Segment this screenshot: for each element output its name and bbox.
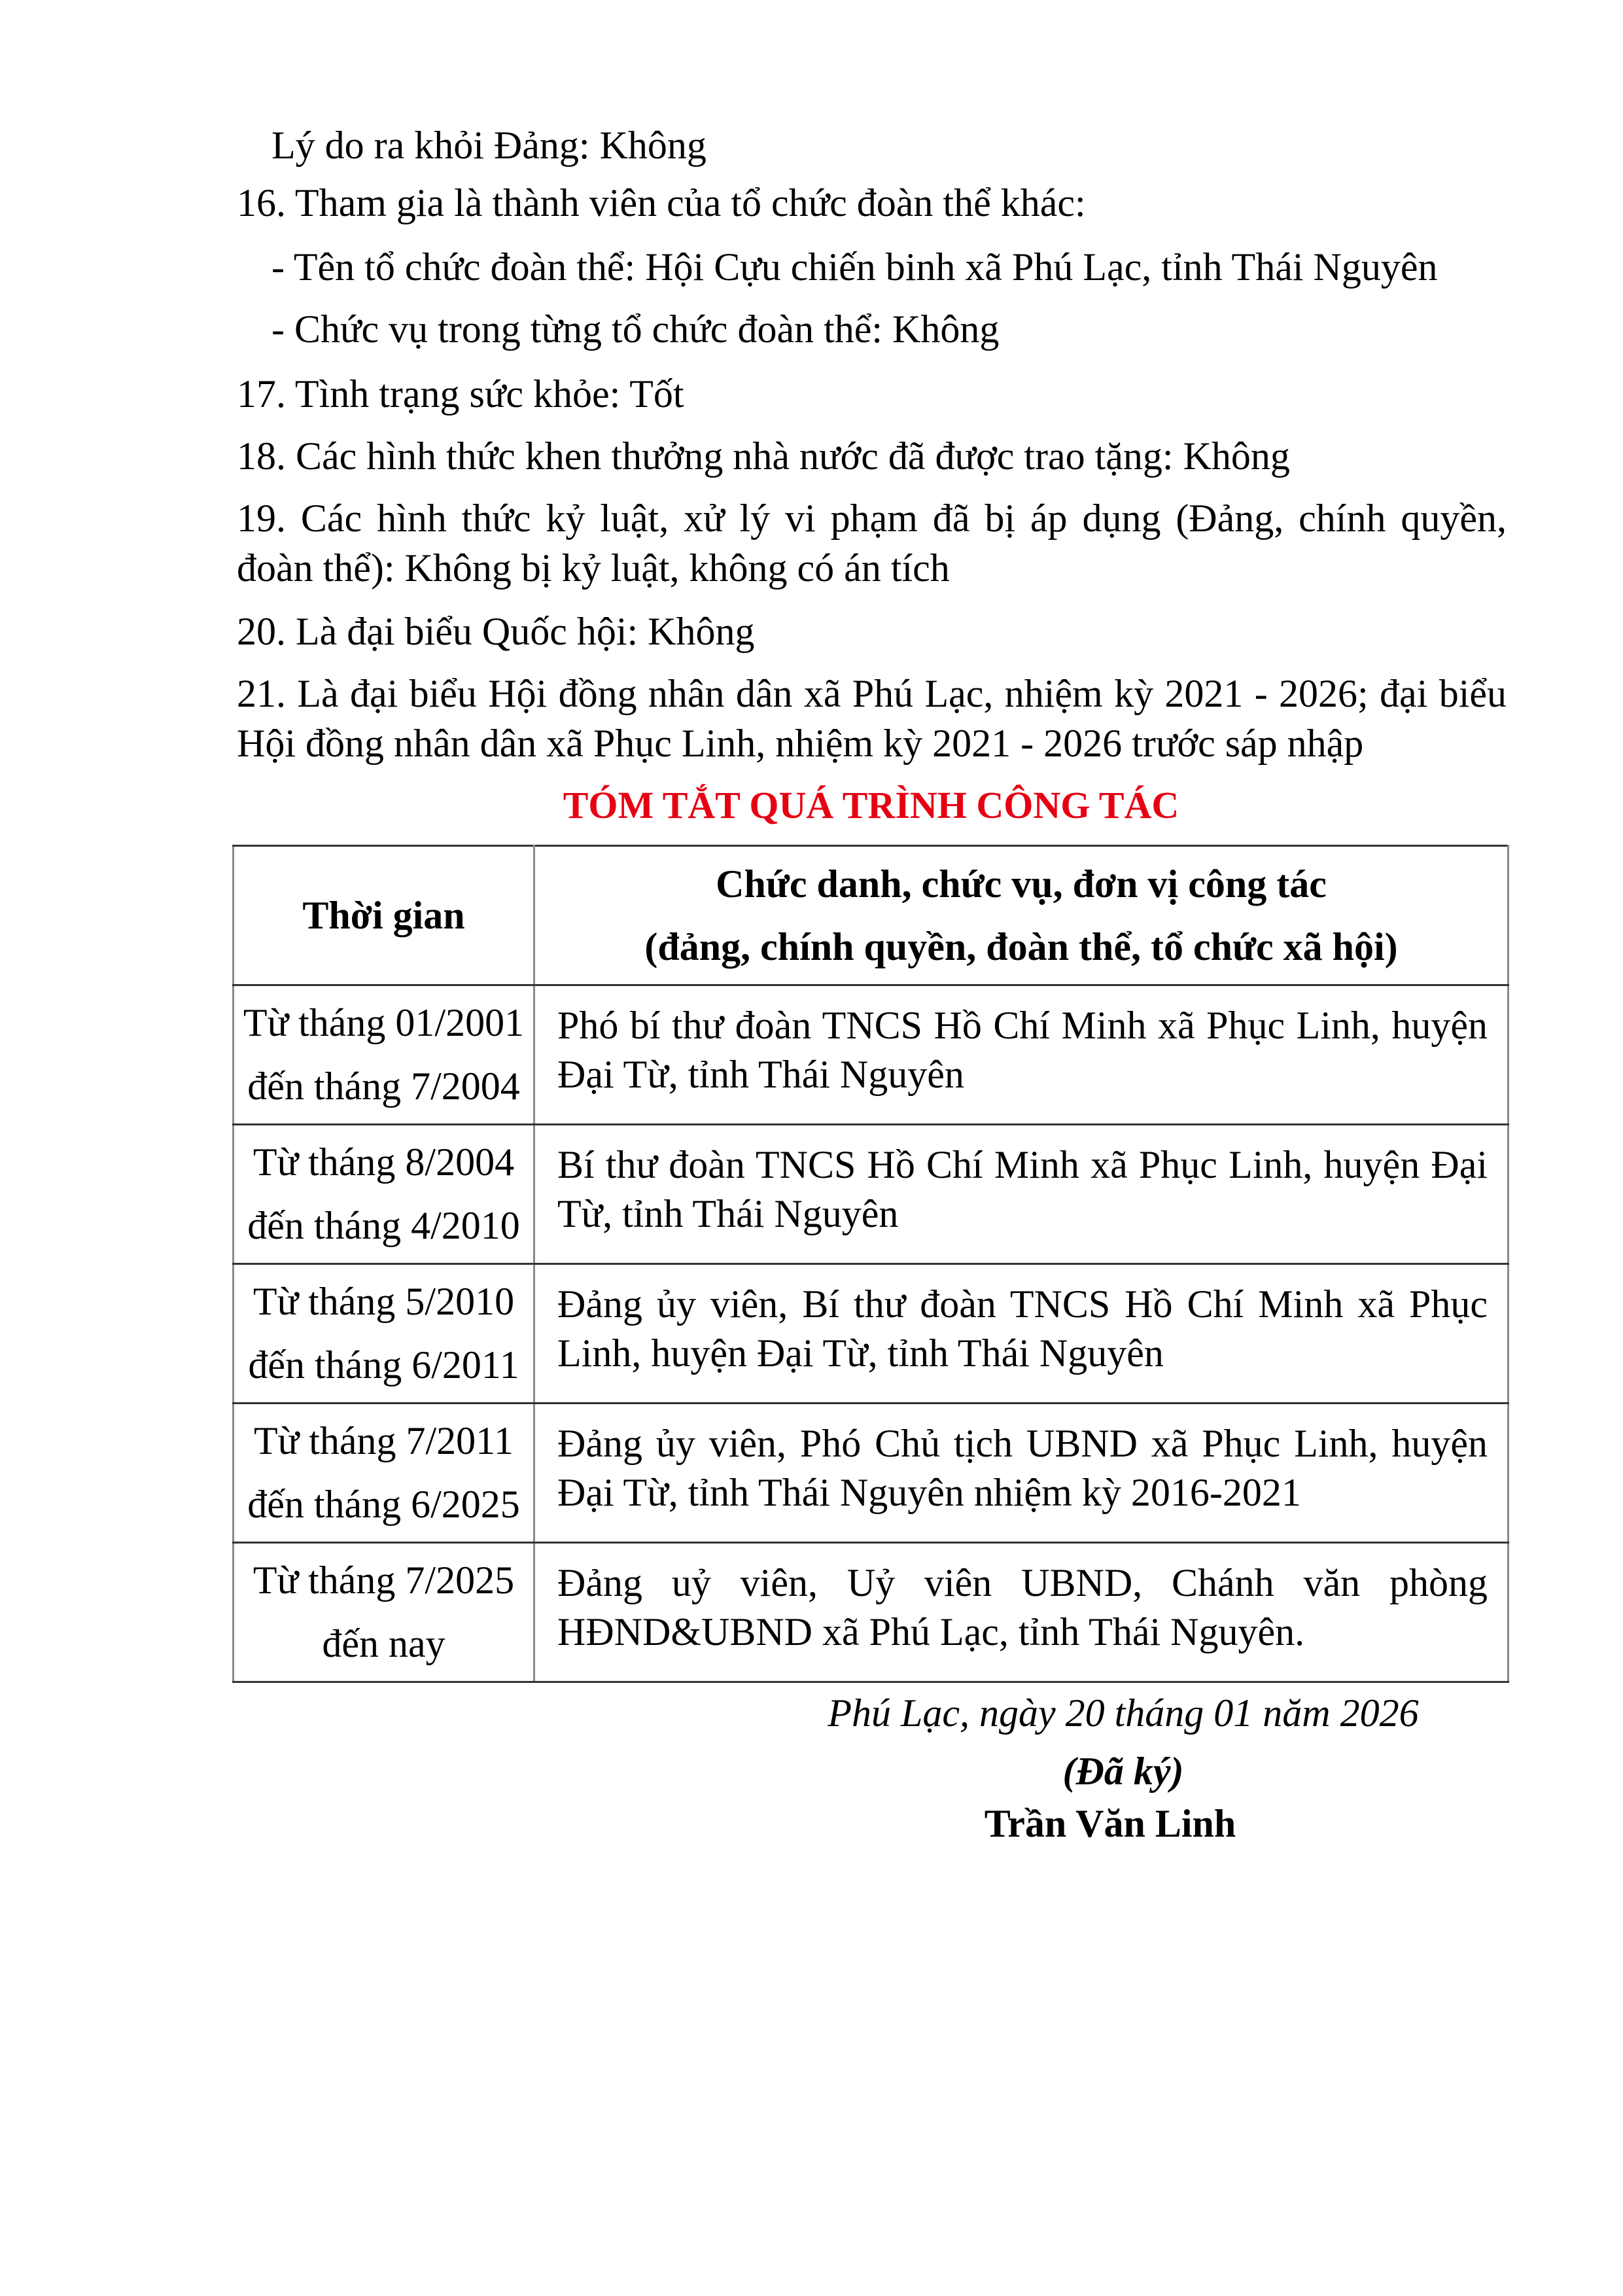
header-time	[234, 846, 534, 985]
time-to: đến tháng 4/2010	[247, 1204, 520, 1247]
table-row	[234, 1125, 1509, 1264]
position-cell	[534, 1264, 1509, 1404]
position-text: Bí thư đoàn TNCS Hồ Chí Minh xã Phục Linh, huyện Đại Từ, tỉnh Thái Nguyên	[557, 1143, 1488, 1235]
section-title: TÓM TẮT QUÁ TRÌNH CÔNG TÁC	[563, 784, 1179, 826]
time-to: đến tháng 6/2025	[247, 1483, 520, 1526]
item-19-discipline: 19. Các hình thức kỷ luật, xử lý vi phạm đã bị áp dụng (Đảng, chính quyền, đoàn thể): Không bị kỷ luật, không có án tích	[237, 497, 1507, 590]
time-cell	[234, 1543, 534, 1682]
time-from: Từ tháng 5/2010	[253, 1280, 515, 1323]
position-text: Đảng uỷ viên, Uỷ viên UBND, Chánh văn phòng HĐND&UBND xã Phú Lạc, tỉnh Thái Nguyên.	[557, 1561, 1488, 1653]
table-row	[234, 1543, 1509, 1682]
signature-place-date: Phú Lạc, ngày 20 tháng 01 năm 2026	[828, 1691, 1419, 1735]
time-to: đến tháng 7/2004	[247, 1065, 520, 1108]
position-cell	[534, 1543, 1509, 1682]
table-row	[234, 1264, 1509, 1404]
item-16-other-organizations: 16. Tham gia là thành viên của tổ chức đoàn thể khác:	[237, 181, 1086, 224]
time-from: Từ tháng 01/2001	[243, 1001, 525, 1044]
item-20-national-assembly: 20. Là đại biểu Quốc hội: Không	[237, 610, 755, 653]
time-cell	[234, 1125, 534, 1264]
header-time-label: Thời gian	[302, 894, 465, 937]
item-21-peoples-council: 21. Là đại biểu Hội đồng nhân dân xã Phú Lạc, nhiệm kỳ 2021 - 2026; đại biểu Hội đồng nhân dân xã Phục Linh, nhiệm kỳ 2021 - 2026 trước sáp nhập	[237, 672, 1507, 765]
position-text: Đảng ủy viên, Bí thư đoàn TNCS Hồ Chí Minh xã Phục Linh, huyện Đại Từ, tỉnh Thái Nguyên	[557, 1282, 1488, 1375]
item-16-organization-name: - Tên tổ chức đoàn thể: Hội Cựu chiến binh xã Phú Lạc, tỉnh Thái Nguyên	[271, 245, 1438, 289]
header-position-line2: (đảng, chính quyền, đoàn thể, tổ chức xã hội)	[644, 925, 1398, 968]
header-position	[534, 846, 1509, 985]
work-history-table	[232, 845, 1509, 1683]
time-cell	[234, 985, 534, 1125]
position-cell	[534, 985, 1509, 1125]
position-cell	[534, 1125, 1509, 1264]
position-text: Phó bí thư đoàn TNCS Hồ Chí Minh xã Phục Linh, huyện Đại Từ, tỉnh Thái Nguyên	[557, 1004, 1488, 1096]
party-exit-reason: Lý do ra khỏi Đảng: Không	[271, 124, 707, 167]
time-from: Từ tháng 7/2025	[253, 1559, 515, 1602]
item-18-state-awards: 18. Các hình thức khen thưởng nhà nước đã được trao tặng: Không	[237, 434, 1290, 478]
position-text: Đảng ủy viên, Phó Chủ tịch UBND xã Phục Linh, huyện Đại Từ, tỉnh Thái Nguyên nhiệm kỳ 2016-2021	[557, 1422, 1488, 1514]
item-17-health-status: 17. Tình trạng sức khỏe: Tốt	[237, 372, 684, 415]
table-row	[234, 985, 1509, 1125]
signature-signed-note: (Đã ký)	[1062, 1750, 1184, 1793]
time-to: đến tháng 6/2011	[248, 1343, 519, 1386]
table-header-row	[234, 846, 1509, 985]
time-from: Từ tháng 7/2011	[254, 1419, 514, 1462]
time-cell	[234, 1264, 534, 1404]
time-to: đến nay	[322, 1622, 445, 1665]
table-row	[234, 1404, 1509, 1543]
time-cell	[234, 1404, 534, 1543]
header-position-line1: Chức danh, chức vụ, đơn vị công tác	[716, 862, 1327, 906]
position-cell	[534, 1404, 1509, 1543]
item-16-organization-position: - Chức vụ trong từng tổ chức đoàn thể: Không	[271, 308, 1000, 351]
signer-name: Trần Văn Linh	[984, 1802, 1236, 1845]
time-from: Từ tháng 8/2004	[253, 1140, 515, 1184]
